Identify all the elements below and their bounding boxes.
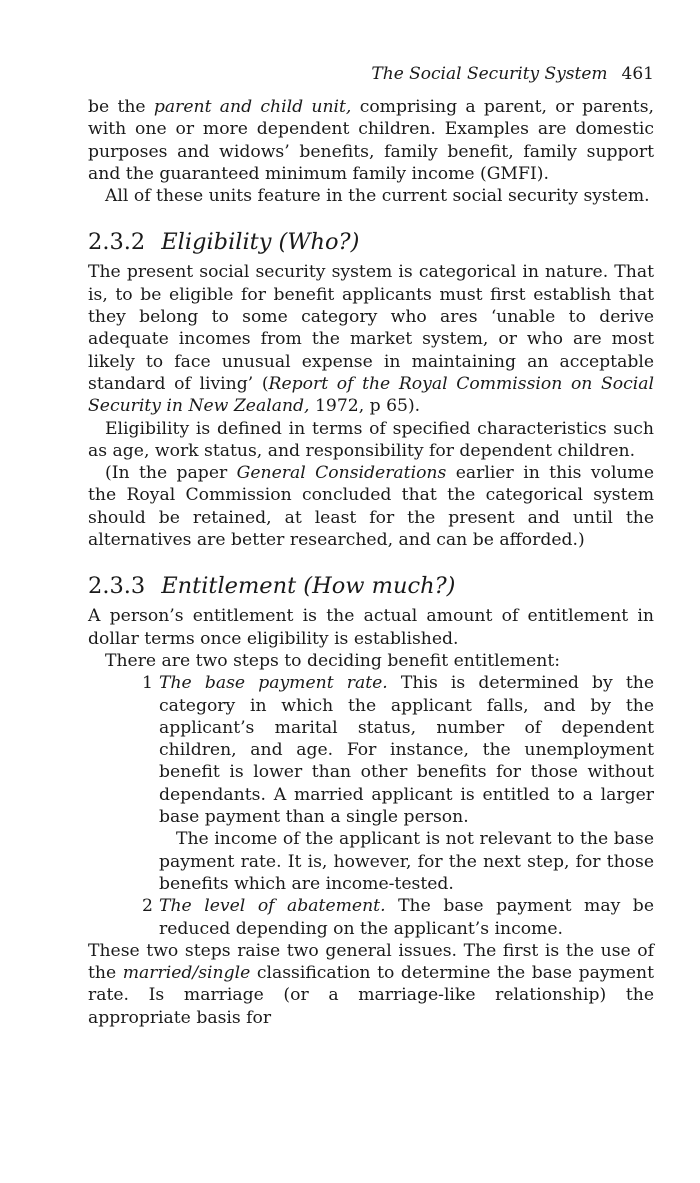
entitlement-paragraph-2: There are two steps to deciding benefit entitlement:: [105, 650, 561, 671]
section-heading-entitlement: [88, 573, 654, 599]
continuation-paragraph: be the parent and child unit, comprising a parent, or parents, with one or more dependent children. Examples are domestic purposes and widows’ benefits, family benefit, family support and the guaranteed minimum family income (GMFI).: [88, 97, 655, 184]
page-body: [88, 96, 654, 1029]
section-title: Entitlement (How much?): [161, 573, 456, 600]
section-number: 2.3.2: [88, 229, 146, 256]
report-citation: Report of the Royal Commission on Social Security in New Zealand,: [88, 373, 654, 417]
parent-and-child-unit-term: parent and child unit,: [153, 97, 352, 117]
eligibility-paragraph-1: The present social security system is categorical in nature. That is, to be eligible for benefit applicants must first establish that they belong to some category who ares ‘unable to derive adequate incomes from the market system, or who are most likely to face unusual expense in maintaining an acceptable standard of living’ (Report of the Royal Commission on Social Security in New Zealand, 1972, p 65).: [88, 262, 654, 417]
list-item-text: The level of abatement. The base payment may be reduced depending on the applicant’s income.: [159, 896, 654, 939]
list-item-text: The base payment rate. This is determined by the category in which the applicant falls, and by the applicant’s marital status, number of dependent children, and age. For instance, the unemployment benefit is lower than other benefits for those without dependants. A married applicant is entitled to a larger base payment than a single person.: [159, 673, 655, 828]
list-item-term: The base payment rate.: [159, 673, 388, 694]
closing-paragraph: These two steps raise two general issues. The first is the use of the married/single classification to determine the base payment rate. Is marriage (or a marriage-like relationship) the appropriate basis for: [88, 940, 654, 1028]
section-title: Eligibility (Who?): [161, 229, 360, 256]
list-item-subparagraph: The income of the applicant is not relevant to the base payment rate. It is, however, for the next step, for those benefits which are income-tested.: [159, 829, 654, 894]
married-single-term: married/single: [122, 963, 251, 984]
page-number: 461: [621, 64, 654, 84]
eligibility-paragraph-3: (In the paper General Considerations earlier in this volume the Royal Commission concluded that the categorical system should be retained, at least for the present and until the alternatives are better researched, and can be afforded.): [88, 463, 654, 551]
list-item-number: 1: [142, 673, 153, 694]
entitlement-steps-list: [88, 672, 654, 940]
running-head-title: The Social Security System: [371, 64, 608, 84]
running-head: [371, 64, 654, 84]
section-number: 2.3.3: [88, 573, 146, 600]
section-heading-eligibility: [88, 229, 654, 255]
paper-title: General Considerations: [236, 463, 447, 484]
eligibility-paragraph-2: Eligibility is defined in terms of specified characteristics such as age, work status, and responsibility for dependent children.: [88, 418, 654, 461]
list-item-term: The level of abatement.: [159, 896, 386, 917]
list-item-number: 2: [142, 896, 153, 917]
list-item: [88, 895, 654, 940]
list-item: [88, 672, 654, 895]
entitlement-paragraph-1: A person’s entitlement is the actual amount of entitlement in dollar terms once eligibility is established.: [88, 606, 654, 649]
units-paragraph: All of these units feature in the current social security system.: [105, 186, 650, 207]
